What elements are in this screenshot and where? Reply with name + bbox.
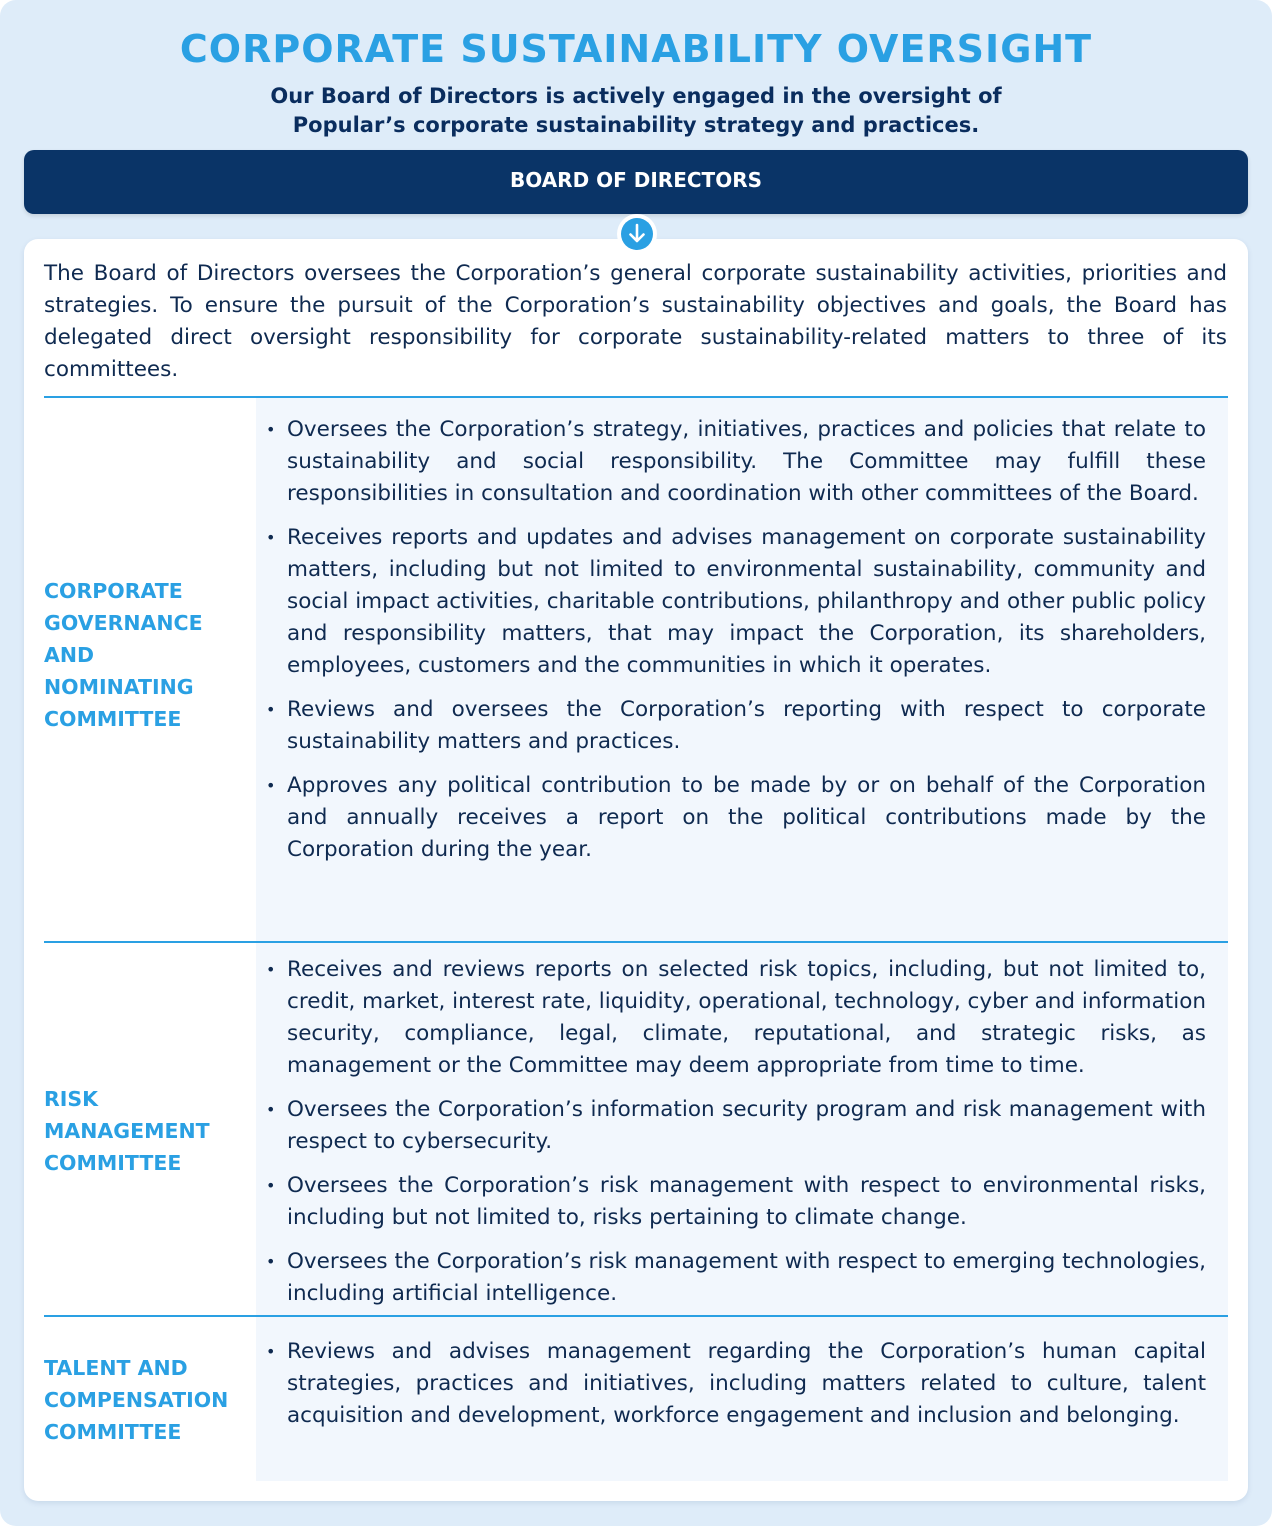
committee-name-talent-compensation: TALENT AND COMPENSATION COMMITTEE	[44, 1356, 229, 1444]
committee-responsibilities-list	[264, 1336, 1206, 1432]
page-subtitle	[0, 82, 1272, 140]
bullet-icon: •	[266, 528, 276, 547]
list-item: • Oversees the Corporation’s risk management with respect to environmental risks, including but not limited to, risks pertaining to climate change.	[264, 1170, 1206, 1234]
arrow-down-circle-icon	[617, 214, 657, 254]
bullet-icon: •	[266, 776, 276, 795]
board-of-directors-banner: BOARD OF DIRECTORS	[24, 150, 1248, 214]
list-item: • Oversees the Corporation’s information security program and risk management with respect to cybersecurity.	[264, 1094, 1206, 1158]
bullet-icon: •	[266, 700, 276, 719]
list-item: • Reviews and oversees the Corporation’s reporting with respect to corporate sustainability matters and practices.	[264, 694, 1206, 758]
list-item: • Oversees the Corporation’s strategy, initiatives, practices and policies that relate to sustainability and social responsibility. The Committee may fulfill these responsibilities in consultation and coordination with other committees of the Board.	[264, 414, 1206, 510]
bullet-icon: •	[266, 960, 276, 979]
bullet-icon: •	[266, 1252, 276, 1271]
committee-name-corporate-governance: CORPORATE GOVERNANCE AND NOMINATING COMMITTEE	[44, 579, 203, 731]
list-item: • Receives and reviews reports on selected risk topics, including, but not limited to, credit, market, interest rate, liquidity, operational, technology, cyber and information security, compliance, legal, climate, reputational, and strategic risks, as management or the Committee may deem appropriate from time to time.	[264, 954, 1206, 1082]
bullet-icon: •	[266, 1176, 276, 1195]
committee-responsibilities-list	[264, 954, 1206, 1310]
list-item: • Oversees the Corporation’s risk management with respect to emerging technologies, including artificial intelligence.	[264, 1246, 1206, 1310]
list-item: • Approves any political contribution to be made by or on behalf of the Corporation and annually receives a report on the political contributions made by the Corporation during the year.	[264, 770, 1206, 866]
page-title: CORPORATE SUSTAINABILITY OVERSIGHT	[179, 27, 1093, 71]
bullet-icon: •	[266, 1100, 276, 1119]
list-item: • Receives reports and updates and advises management on corporate sustainability matters, including but not limited to environmental sustainability, community and social impact activities, charitable contributions, philanthropy and other public policy and responsibility matters, that may impact the Corporation, its shareholders, employees, customers and the communities in which it operates.	[264, 522, 1206, 682]
bullet-icon: •	[266, 420, 276, 439]
committee-name-risk-management: RISK MANAGEMENT COMMITTEE	[44, 1087, 210, 1175]
board-intro-text: The Board of Directors oversees the Corporation’s general corporate sustainability activities, priorities and strategies. To ensure the pursuit of the Corporation’s sustainability objectives and goals, the Board has delegated direct oversight responsibility for corporate sustainability-related matters to three of its committees.	[44, 261, 1227, 382]
subtitle-line-2: Popular’s corporate sustainability strategy and practices.	[292, 113, 980, 137]
arrow-down-icon	[620, 217, 654, 251]
subtitle-line-1: Our Board of Directors is actively engaged in the oversight of	[270, 84, 1002, 108]
bullet-icon: •	[266, 1342, 276, 1361]
list-item: • Reviews and advises management regarding the Corporation’s human capital strategies, practices and initiatives, including matters related to culture, talent acquisition and development, workforce engagement and inclusion and belonging.	[264, 1336, 1206, 1432]
committee-responsibilities-list	[264, 414, 1206, 866]
